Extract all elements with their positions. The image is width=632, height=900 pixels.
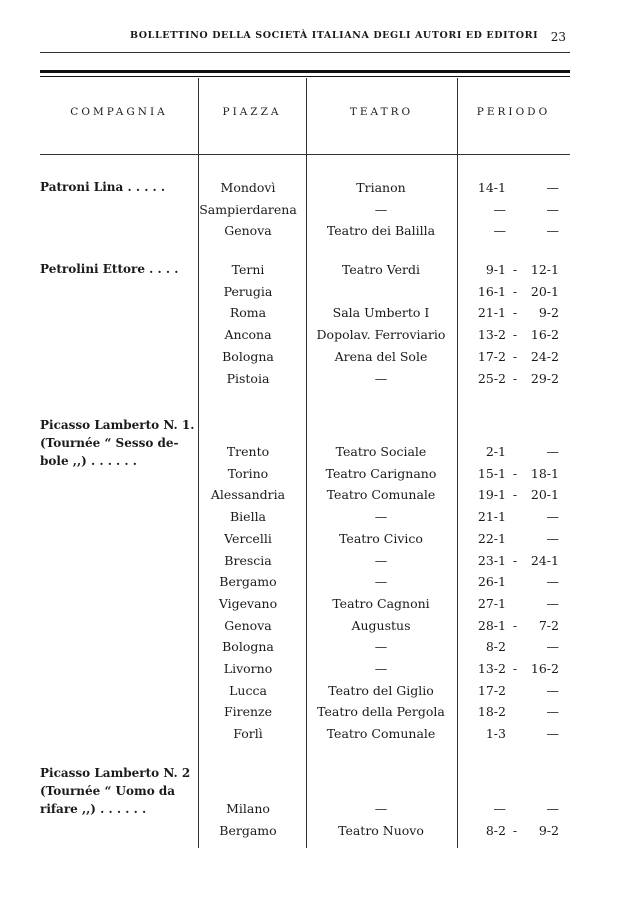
piazza-cell: Milano bbox=[226, 801, 270, 816]
period-start-cell: — bbox=[493, 801, 506, 816]
company-name: Patroni Lina . . . . . bbox=[40, 180, 166, 194]
column-header-periodo: PERIODO bbox=[476, 106, 551, 118]
period-end-cell: — bbox=[546, 704, 559, 720]
period-start-cell: 13-2 bbox=[477, 661, 506, 676]
teatro-cell: — bbox=[374, 201, 388, 217]
piazza-cell: Forlì bbox=[233, 726, 263, 742]
period-start-cell: 22-1 bbox=[477, 530, 506, 546]
piazza-cell: Brescia bbox=[224, 552, 272, 568]
column-divider bbox=[457, 78, 458, 848]
period-start-cell: 21-1 bbox=[477, 509, 506, 525]
teatro-cell: Teatro Carignano bbox=[325, 465, 437, 481]
company-name: Picasso Lamberto N. 2 bbox=[40, 766, 191, 780]
period-end-cell: — bbox=[546, 682, 559, 698]
piazza-cell: Genova bbox=[224, 223, 272, 239]
table-top-rule-thin bbox=[40, 76, 570, 77]
period-end-cell: — bbox=[546, 639, 559, 655]
teatro-cell: Teatro dei Balilla bbox=[326, 223, 436, 239]
piazza-cell: Mondovì bbox=[220, 180, 276, 195]
period-separator: - bbox=[512, 552, 518, 568]
piazza-cell: Biella bbox=[229, 509, 267, 525]
period-start-cell: 21-1 bbox=[477, 305, 506, 321]
period-separator: - bbox=[512, 305, 518, 321]
period-start-cell: 27-1 bbox=[477, 595, 506, 611]
period-separator: - bbox=[512, 487, 518, 503]
period-end-cell: 18-1 bbox=[530, 465, 559, 481]
period-start-cell: 17-2 bbox=[477, 348, 506, 364]
period-end-cell: 24-2 bbox=[530, 348, 559, 364]
teatro-cell: Teatro Comunale bbox=[326, 726, 436, 742]
teatro-cell: Trianon bbox=[356, 180, 406, 195]
period-start-cell: 19-1 bbox=[477, 487, 506, 503]
teatro-cell: — bbox=[374, 509, 388, 525]
teatro-cell: Teatro Sociale bbox=[335, 444, 427, 459]
teatro-cell: — bbox=[374, 574, 388, 590]
teatro-cell: — bbox=[374, 370, 388, 386]
period-separator: - bbox=[512, 283, 518, 299]
period-end-cell: — bbox=[546, 180, 559, 195]
teatro-cell: Dopolav. Ferroviario bbox=[316, 327, 446, 343]
piazza-cell: Bergamo bbox=[219, 574, 277, 590]
period-end-cell: 29-2 bbox=[530, 370, 559, 386]
table-top-rule bbox=[40, 70, 570, 73]
company-name: Picasso Lamberto N. 1. bbox=[40, 418, 195, 432]
teatro-cell: — bbox=[374, 661, 388, 676]
period-start-cell: — bbox=[493, 201, 506, 217]
period-start-cell: 9-1 bbox=[485, 262, 506, 277]
period-end-cell: — bbox=[546, 201, 559, 217]
piazza-cell: Terni bbox=[231, 262, 265, 277]
piazza-cell: Alessandria bbox=[210, 487, 286, 503]
period-end-cell: — bbox=[546, 444, 559, 459]
period-start-cell: 18-2 bbox=[477, 704, 506, 720]
period-end-cell: 20-1 bbox=[530, 283, 559, 299]
piazza-cell: Bologna bbox=[222, 639, 274, 655]
teatro-cell: Sala Umberto I bbox=[332, 305, 430, 321]
teatro-cell: — bbox=[374, 552, 388, 568]
piazza-cell: Bergamo bbox=[219, 822, 277, 838]
period-start-cell: 28-1 bbox=[477, 617, 506, 633]
period-separator: - bbox=[512, 617, 518, 633]
piazza-cell: Pistoia bbox=[226, 370, 270, 386]
period-start-cell: 1-3 bbox=[485, 726, 506, 742]
period-end-cell: 9-2 bbox=[538, 822, 559, 838]
period-start-cell: 13-2 bbox=[477, 327, 506, 343]
teatro-cell: Teatro Cagnoni bbox=[332, 595, 430, 611]
period-end-cell: 7-2 bbox=[538, 617, 559, 633]
period-end-cell: 9-2 bbox=[538, 305, 559, 321]
period-separator: - bbox=[512, 327, 518, 343]
period-end-cell: — bbox=[546, 595, 559, 611]
piazza-cell: Firenze bbox=[223, 704, 273, 720]
company-name: (Tournée “ Sesso de- bbox=[40, 436, 179, 450]
header-rule bbox=[40, 52, 570, 53]
piazza-cell: Ancona bbox=[224, 327, 272, 343]
period-start-cell: 17-2 bbox=[477, 682, 506, 698]
teatro-cell: Teatro del Giglio bbox=[328, 682, 434, 698]
period-end-cell: — bbox=[546, 530, 559, 546]
period-end-cell: — bbox=[546, 726, 559, 742]
teatro-cell: — bbox=[374, 801, 388, 816]
period-start-cell: 25-2 bbox=[477, 370, 506, 386]
period-start-cell: 16-1 bbox=[477, 283, 506, 299]
column-header-compagnia: COMPAGNIA bbox=[70, 106, 168, 118]
period-separator: - bbox=[512, 370, 518, 386]
teatro-cell: — bbox=[374, 639, 388, 655]
journal-title: BOLLETTINO DELLA SOCIETÀ ITALIANA DEGLI AUTORI ED EDITORI bbox=[130, 30, 539, 41]
piazza-cell: Lucca bbox=[229, 682, 267, 698]
column-header-rule bbox=[40, 154, 570, 155]
period-start-cell: 23-1 bbox=[477, 552, 506, 568]
piazza-cell: Livorno bbox=[223, 661, 273, 676]
page-number: 23 bbox=[550, 30, 566, 44]
teatro-cell: Teatro Verdi bbox=[342, 262, 420, 277]
piazza-cell: Sampierdarena bbox=[199, 201, 297, 217]
teatro-cell: Teatro Civico bbox=[339, 530, 423, 546]
piazza-cell: Trento bbox=[226, 444, 270, 459]
teatro-cell: Teatro Comunale bbox=[326, 487, 436, 503]
period-end-cell: 16-2 bbox=[530, 327, 559, 343]
period-end-cell: 12-1 bbox=[530, 262, 559, 277]
column-header-piazza: PIAZZA bbox=[222, 106, 282, 118]
period-start-cell: 14-1 bbox=[477, 180, 506, 195]
teatro-cell: Teatro della Pergola bbox=[317, 704, 445, 720]
period-end-cell: 24-1 bbox=[530, 552, 559, 568]
piazza-cell: Vigevano bbox=[218, 595, 278, 611]
period-separator: - bbox=[512, 262, 518, 277]
period-start-cell: — bbox=[493, 223, 506, 239]
teatro-cell: Teatro Nuovo bbox=[338, 822, 424, 838]
company-name: (Tournée “ Uomo da bbox=[40, 784, 176, 798]
period-separator: - bbox=[512, 822, 518, 838]
running-header bbox=[40, 30, 570, 48]
period-separator: - bbox=[512, 465, 518, 481]
period-start-cell: 2-1 bbox=[485, 444, 506, 459]
piazza-cell: Vercelli bbox=[224, 530, 272, 546]
company-name: bole ,,) . . . . . . bbox=[40, 454, 137, 468]
piazza-cell: Perugia bbox=[223, 283, 273, 299]
period-end-cell: — bbox=[546, 223, 559, 239]
period-start-cell: 8-2 bbox=[485, 822, 506, 838]
piazza-cell: Genova bbox=[224, 617, 272, 633]
piazza-cell: Torino bbox=[227, 465, 269, 481]
piazza-cell: Bologna bbox=[222, 348, 274, 364]
period-separator: - bbox=[512, 661, 518, 676]
period-start-cell: 26-1 bbox=[477, 574, 506, 590]
piazza-cell: Roma bbox=[229, 305, 267, 321]
period-end-cell: — bbox=[546, 801, 559, 816]
period-end-cell: — bbox=[546, 574, 559, 590]
period-start-cell: 8-2 bbox=[485, 639, 506, 655]
company-name: rifare ,,) . . . . . . bbox=[40, 802, 147, 816]
column-header-teatro: TEATRO bbox=[349, 106, 414, 118]
period-end-cell: — bbox=[546, 509, 559, 525]
teatro-cell: Arena del Sole bbox=[334, 348, 428, 364]
teatro-cell: Augustus bbox=[351, 617, 411, 633]
period-start-cell: 15-1 bbox=[477, 465, 506, 481]
company-name: Petrolini Ettore . . . . bbox=[40, 262, 179, 276]
period-separator: - bbox=[512, 348, 518, 364]
period-end-cell: 16-2 bbox=[530, 661, 559, 676]
period-end-cell: 20-1 bbox=[530, 487, 559, 503]
